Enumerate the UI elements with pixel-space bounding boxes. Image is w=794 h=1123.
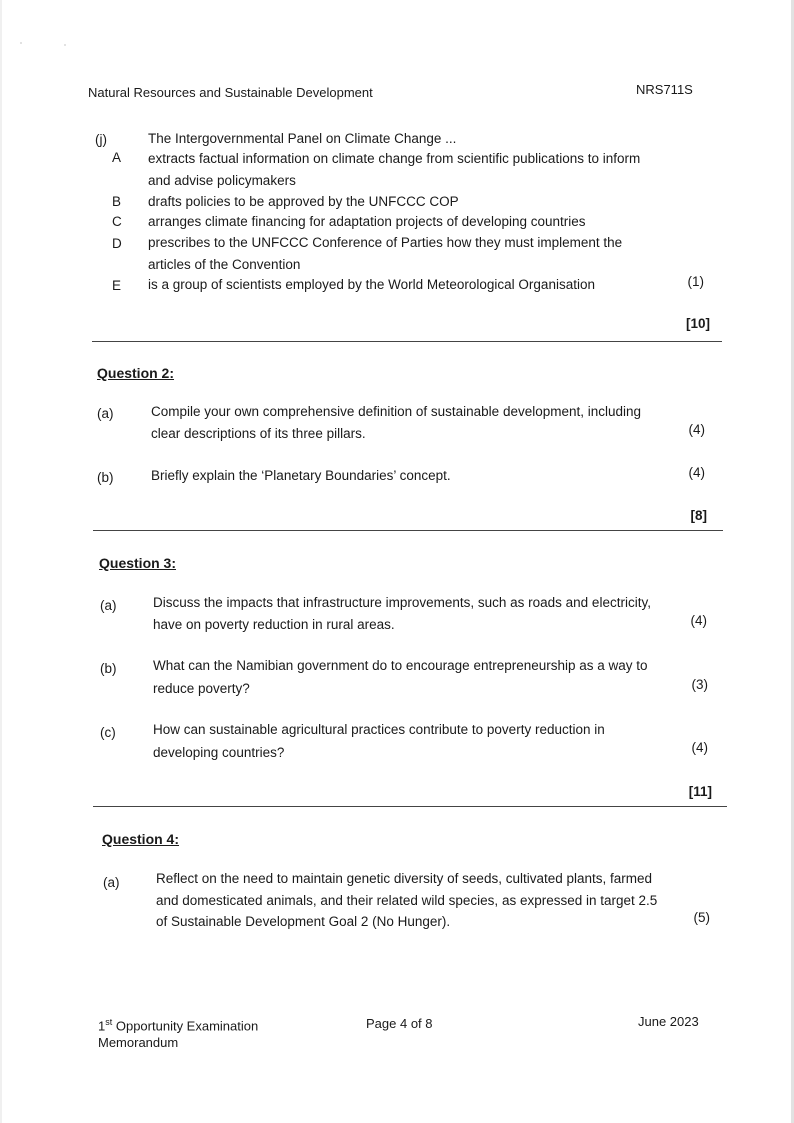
option-b-line1: drafts policies to be approved by the UNFCCC COP [148,194,459,209]
marks: (3) [691,677,708,692]
exam-date: June 2023 [638,1014,699,1029]
marks: (4) [688,422,705,437]
item-text-line1: Discuss the impacts that infrastructure improvements, such as roads and electricity, [153,595,651,610]
option-letter-d: D [112,236,122,251]
item-text-line2: have on poverty reduction in rural areas. [153,617,395,632]
option-a-line1: extracts factual information on climate change from scientific publications to inform [148,151,641,166]
marks: (1) [687,274,704,289]
question-title: Question 2: [97,365,175,381]
question-stem: The Intergovernmental Panel on Climate Change ... [148,131,457,146]
item-label: (b) [100,661,117,676]
footer-exam-text: Opportunity Examination [112,1018,259,1034]
option-letter-c: C [112,214,122,229]
option-c-line1: arranges climate financing for adaptation projects of developing countries [148,214,586,229]
scan-speck [64,44,66,46]
divider [93,806,727,807]
option-d-line2: articles of the Convention [148,257,301,272]
option-d-line1: prescribes to the UNFCCC Conference of Parties how they must implement the [148,235,623,250]
item-text-line1: How can sustainable agricultural practices contribute to poverty reduction in [153,722,605,737]
footer-exam-line2: Memorandum [98,1035,179,1050]
item-label: (a) [97,406,114,421]
scan-speck [20,42,22,44]
page-number: Page 4 of 8 [366,1016,433,1031]
marks: (5) [693,910,710,925]
item-text-line1: Compile your own comprehensive definition of sustainable development, including [151,404,642,419]
question-total: [11] [688,784,712,799]
marks: (4) [691,740,708,755]
question-title: Question 4: [102,831,180,847]
scan-edge-left [0,0,2,1123]
item-text-line1: Briefly explain the ‘Planetary Boundaries’ concept. [151,468,451,483]
marks: (4) [690,613,707,628]
footer-exam-number: 1 [98,1018,106,1034]
option-letter-b: B [112,194,122,209]
item-text-line1: What can the Namibian government do to encourage entrepreneurship as a way to [153,658,648,673]
option-letter-a: A [112,150,122,165]
divider [92,341,722,342]
item-label: (a) [100,598,117,613]
item-label: (j) [95,132,107,147]
item-text-line2: reduce poverty? [153,681,250,696]
item-text-line3: of Sustainable Development Goal 2 (No Hunger). [156,914,451,929]
question-total: [10] [685,316,710,331]
question-title: Question 3: [99,555,177,571]
item-text-line2: developing countries? [153,745,285,760]
option-letter-e: E [112,278,122,293]
question-total: [8] [690,508,707,523]
option-a-line2: and advise policymakers [148,173,296,188]
item-text-line2: and domesticated animals, and their related wild species, as expressed in target 2.5 [156,893,658,908]
course-title: Natural Resources and Sustainable Development [88,85,373,100]
divider [93,530,723,531]
option-e-line1: is a group of scientists employed by the World Meteorological Organisation [148,277,595,292]
marks: (4) [688,465,705,480]
footer-exam-ordinal: st [105,1017,113,1027]
footer-exam [98,1017,258,1033]
item-label: (b) [97,470,114,485]
course-code: NRS711S [636,82,693,97]
item-text-line1: Reflect on the need to maintain genetic diversity of seeds, cultivated plants, farmed [156,871,653,886]
item-text-line2: clear descriptions of its three pillars. [151,426,366,441]
item-label: (a) [103,875,120,890]
item-label: (c) [100,725,116,740]
